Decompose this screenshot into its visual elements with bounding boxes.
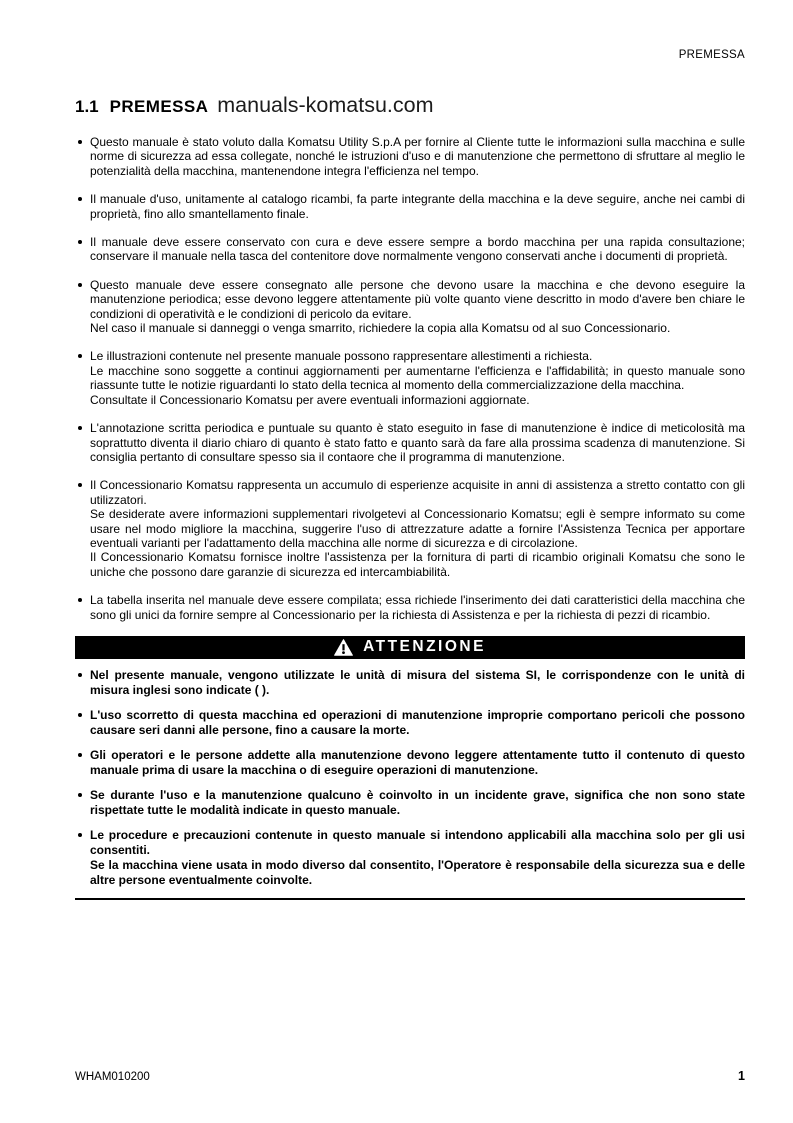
paragraph: Le procedure e precauzioni contenute in questo manuale si intendono applicabili alla macchina solo per gli usi consentiti. [90,827,745,857]
bullet-icon [75,478,90,579]
page-footer [75,1069,745,1083]
paragraph: Se durante l'uso e la manutenzione qualcuno è coinvolto in un incidente grave, significa che non sono state rispettate tutte le modalità indicate in questo manuale. [90,787,745,817]
bullet-icon [75,828,90,888]
paragraph: Se desiderate avere informazioni supplementari rivolgetevi al Concessionario Komatsu; egli è sempre informato su come usare nel modo migliore la macchina, suggerire l'uso di attrezzature adatte a fornire l'Assistenza Tecnica per apportare eventuali varianti per l'adattamento della macchina alle norme di sicurezza e di circolazione. [90,507,745,550]
list-item [75,478,745,579]
bullet-icon [75,192,90,221]
intro-bullet-list [75,135,745,622]
list-item [75,135,745,178]
paragraph: Gli operatori e le persone addette alla manutenzione devono leggere attentamente tutto il contenuto di questo manuale prima di usare la macchina o di eseguire operazioni di manutenzione. [90,747,745,777]
attention-banner [75,636,745,659]
paragraph: L'annotazione scritta periodica e puntuale su quanto è stato eseguito in fase di manutenzione è indice di meticolosità ma soprattutto diventa il diario chiaro di quanto è stato fatto e quanto sarà da fare alla prossima scadenza di manutenzione. Si consiglia pertanto di consultare spesso sia il contaore che il programma di manutenzione. [90,421,745,464]
section-number: 1.1 [75,97,99,116]
paragraph: Questo manuale deve essere consegnato alle persone che devono usare la macchina e che devono eseguire la manutenzione periodica; esse devono leggere attentamente più volte quanto viene descritto in modo d'avere ben chiare le condizioni di operatività e le condizioni di pericolo da evitare. [90,277,745,321]
paragraph: L'uso scorretto di questa macchina ed operazioni di manutenzione improprie comportano pericoli che possono causare seri danni alle persone, fino a causare la morte. [90,707,745,737]
bullet-icon [75,748,90,778]
list-item [75,668,745,698]
list-item [75,828,745,888]
bullet-icon [75,788,90,818]
list-item [75,748,745,778]
watermark-text: manuals-komatsu.com [217,93,434,117]
section-title [75,93,745,118]
list-item [75,349,745,407]
paragraph: Nel caso il manuale si danneggi o venga smarrito, richiedere la copia alla Komatsu od al suo Concessionario. [90,321,671,336]
attention-label: ATTENZIONE [363,638,486,656]
paragraph: Il manuale d'uso, unitamente al catalogo ricambi, fa parte integrante della macchina e la deve seguire, anche nei cambi di proprietà, fino allo smantellamento finale. [90,192,745,221]
bullet-icon [75,668,90,698]
paragraph: Questo manuale è stato voluto dalla Komatsu Utility S.p.A per fornire al Cliente tutte le informazioni sulla macchina e sulle norme di sicurezza ad essa collegate, nonché le istruzioni d'uso e di manutenzione che permettono di sfruttare al meglio le potenzialità della macchina, mantenendone integra l'efficienza nel tempo. [90,135,745,178]
warning-triangle-icon [334,639,353,656]
document-code: WHAM010200 [75,1071,150,1083]
bullet-icon [75,421,90,464]
list-item [75,235,745,264]
page-number: 1 [738,1069,745,1083]
paragraph: Le macchine sono soggette a continui aggiornamenti per aumentarne l'efficienza e l'affidabilità; in questo manuale sono riassunte tutte le notizie riguardanti lo stato della tecnica al momento della commercializzazione della macchina. [90,363,745,393]
paragraph: La tabella inserita nel manuale deve essere compilata; essa richiede l'inserimento dei dati caratteristici della macchina che sono gli unici da fornire sempre al Concessionario per la richiesta di Assistenza e per la richiesta di pezzi di ricambio. [90,593,745,622]
page-content [75,93,745,900]
paragraph: Se la macchina viene usata in modo diverso dal consentito, l'Operatore è responsabile della sicurezza sua e delle altre persone eventualmente coinvolte. [90,857,745,887]
paragraph: Il Concessionario Komatsu fornisce inoltre l'assistenza per la fornitura di parti di ricambio originali Komatsu che sono le uniche che possono dare garanzie di sicurezza ed intercambiabilità. [90,550,745,579]
bullet-icon [75,593,90,622]
bullet-icon [75,349,90,407]
paragraph: Il Concessionario Komatsu rappresenta un accumulo di esperienze acquisite in anni di assistenza a stretto contatto con gli utilizzatori. [90,478,745,507]
paragraph: Consultate il Concessionario Komatsu per avere eventuali informazioni aggiornate. [90,392,530,407]
bullet-icon [75,235,90,264]
list-item [75,788,745,818]
footer-rule [75,898,745,900]
paragraph: Le illustrazioni contenute nel presente manuale possono rappresentare allestimenti a richiesta. [90,349,593,364]
running-header: PREMESSA [678,49,745,61]
bullet-icon [75,278,90,336]
list-item [75,192,745,221]
bullet-icon [75,708,90,738]
paragraph: Il manuale deve essere conservato con cura e deve essere sempre a bordo macchina per una rapida consultazione; conservare il manuale nella tasca del contenitore dove normalmente vengono conservati anche i documenti di proprietà. [90,235,745,264]
list-item [75,593,745,622]
list-item [75,421,745,464]
section-title-label: PREMESSA [109,97,209,116]
list-item [75,278,745,336]
paragraph: Nel presente manuale, vengono utilizzate le unità di misura del sistema SI, le corrispondenze con le unità di misura inglesi sono indicate ( ). [90,667,745,697]
bullet-icon [75,135,90,178]
list-item [75,708,745,738]
warning-bullet-list [75,668,745,888]
